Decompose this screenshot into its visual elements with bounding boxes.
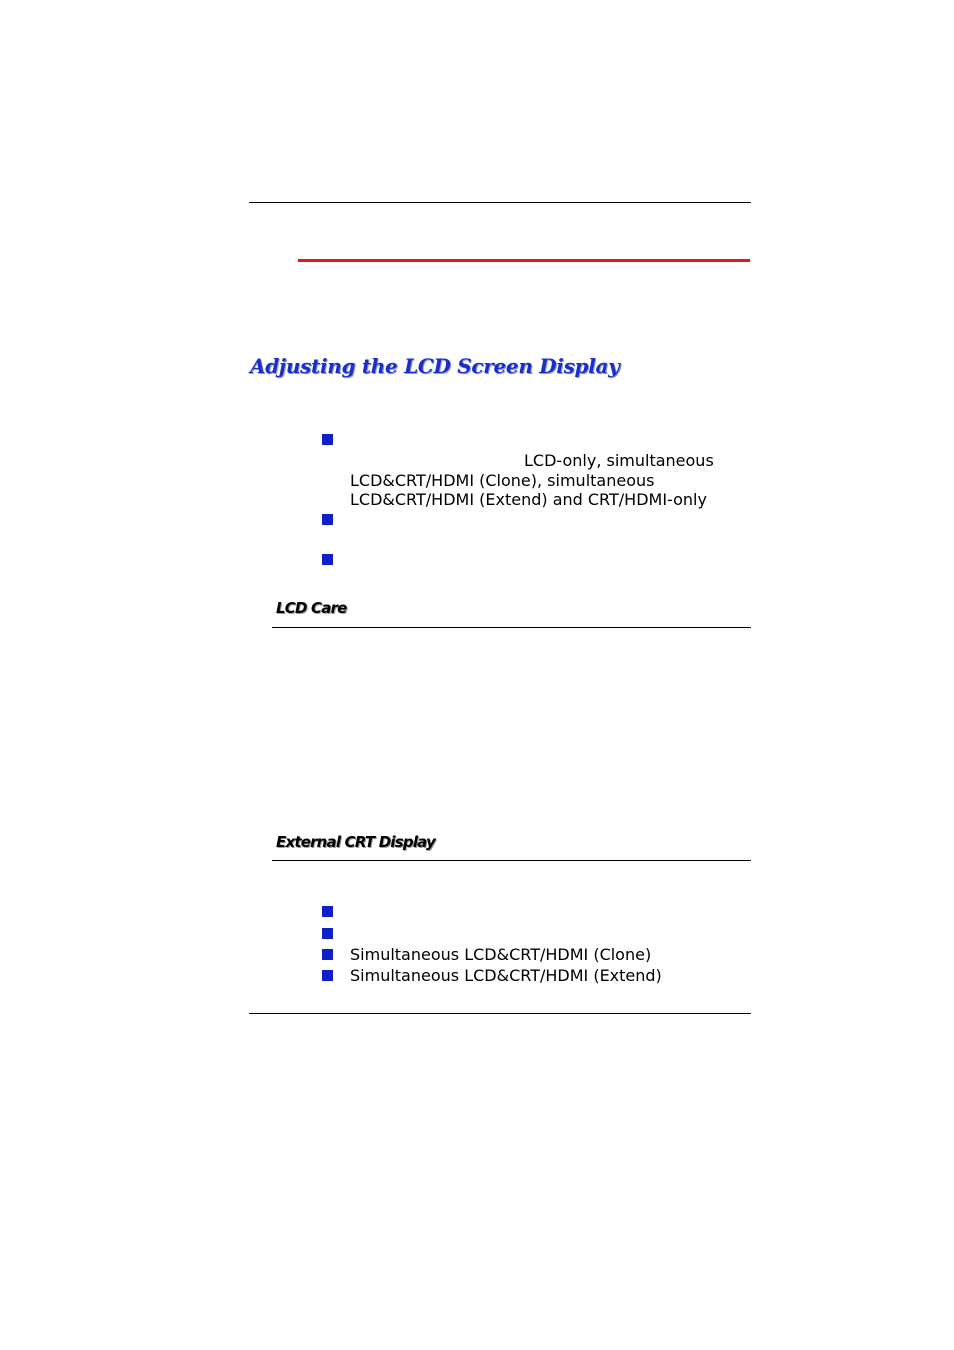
external-crt-title: External CRT Display [276,833,436,851]
chapter-accent-rule [298,259,750,262]
bullet-icon [322,514,333,525]
header-rule [249,202,751,203]
display-modes-line-1: LCD-only, simultaneous [524,451,714,470]
lcd-care-rule [272,627,751,628]
bullet-icon [322,970,333,981]
bullet-icon [322,928,333,939]
crt-list-item: Simultaneous LCD&CRT/HDMI (Clone) [350,945,652,964]
bullet-icon [322,949,333,960]
footer-rule [249,1013,751,1014]
lcd-care-title: LCD Care [276,599,347,617]
bullet-icon [322,906,333,917]
crt-list-item: Simultaneous LCD&CRT/HDMI (Extend) [350,966,662,985]
bullet-icon [322,434,333,445]
display-modes-line-2: LCD&CRT/HDMI (Clone), simultaneous [350,471,655,490]
section-title: Adjusting the LCD Screen Display [250,354,620,378]
bullet-icon [322,554,333,565]
external-crt-rule [272,860,751,861]
display-modes-line-3: LCD&CRT/HDMI (Extend) and CRT/HDMI-only [350,490,707,509]
